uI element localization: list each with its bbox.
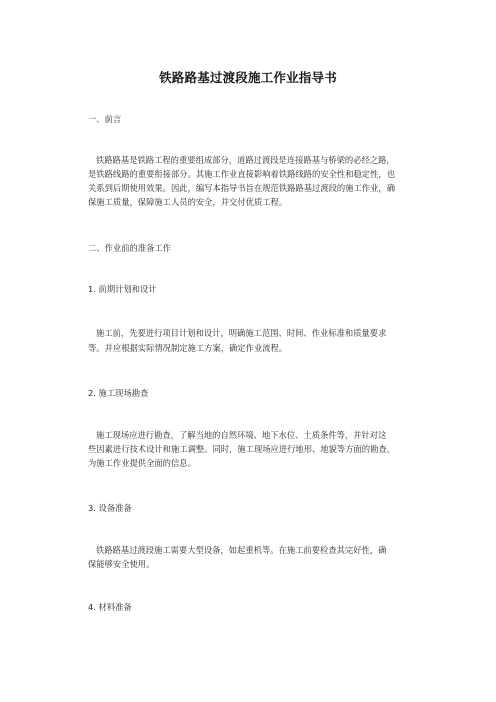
subsection-heading-planning: 1. 前期计划和设计: [88, 284, 157, 294]
subsection-heading-site-survey: 2. 施工现场勘查: [88, 388, 149, 398]
paragraph-line: 些因素进行技术设计和施工调整。同时，施工现场应进行地形、地貌等方面的勘查，: [88, 444, 395, 454]
document-title: 铁路路基过渡段施工作业指导书: [159, 70, 337, 85]
paragraph-line: 铁路路基过渡段施工需要大型设备，如起重机等。在施工前要检查其完好性，确: [96, 545, 387, 555]
paragraph-line: 关系到后期使用效果。因此，编写本指导书旨在规范铁路路基过渡段的施工作业，确: [88, 183, 395, 193]
paragraph-line: 铁路路基是铁路工程的重要组成部分，道路过渡段是连接路基与桥梁的必经之路，: [96, 155, 395, 165]
section-heading-preface: 一、前言: [88, 114, 122, 124]
paragraph-line: 保施工质量，保障施工人员的安全，并交付优质工程。: [88, 197, 288, 207]
paragraph-line: 等。并应根据实际情况制定施工方案，确定作业流程。: [88, 343, 288, 353]
paragraph-line: 为施工作业提供全面的信息。: [88, 458, 196, 468]
section-heading-preparation: 二、作业前的准备工作: [88, 243, 171, 253]
paragraph-line: 保能够安全使用。: [88, 559, 155, 569]
subsection-heading-materials: 4. 材料准备: [88, 602, 132, 612]
paragraph-line: 施工前，先要进行项目计划和设计，明确施工范围、时间、作业标准和质量要求: [96, 328, 387, 338]
paragraph-line: 施工现场应进行勘查，了解当地的自然环境、地下水位、土质条件等，并针对这: [96, 430, 387, 440]
subsection-heading-equipment: 3. 设备准备: [88, 503, 132, 513]
paragraph-line: 是铁路线路的重要衔接部分。其施工作业直接影响着铁路线路的安全性和稳定性，也: [88, 169, 395, 179]
